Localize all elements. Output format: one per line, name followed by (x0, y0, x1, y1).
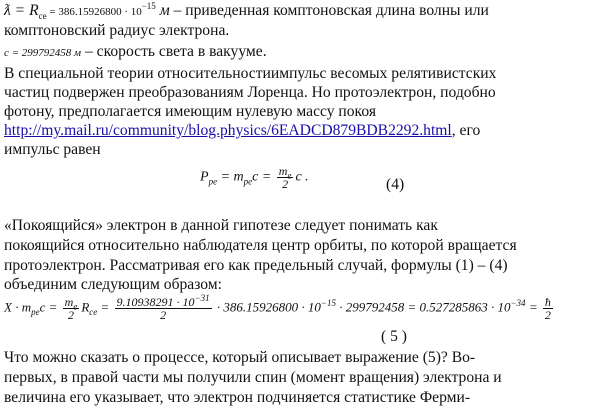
fraction-me-over-2: $\frac{m_e}{2}$ (278, 164, 292, 191)
text-line-10: покоящийся относительно наблюдателя центр орбиты, по которой вращается (4, 237, 517, 254)
text-line-14: первых, в правой части мы получили спин (момент вращения) электрона и (4, 369, 502, 386)
fraction-electron-mass-over-2: $\frac{9.10938291 \cdot 10^{-31}}{2}$ (116, 293, 210, 322)
mail-ru-blog-link[interactable]: http://my.mail.ru/community/blog.physics/6EADCD879BDB2292.html (4, 122, 452, 139)
text-line-4: В специальной теории относительностиимпульс весомых релятивистских (4, 65, 497, 82)
equation-4: $P_{pe} = m_{pe}c$ = $\frac{m_e}{2}$ c . (200, 164, 309, 191)
compton-wavelength-symbol: ƛ = R (4, 2, 39, 19)
text-line-6: фотону, предполагается имеющим нулевую массу покоя (4, 103, 376, 120)
text-line-5: частиц подвержен преобразованиям Лоренца. Но протоэлектрон, подобно (4, 84, 496, 101)
text-line-7: http://my.mail.ru/community/blog.physics/6EADCD879BDB2292.html, его (4, 122, 481, 139)
equation-5-number: ( 5 ) (381, 328, 407, 345)
speed-of-light-value: c = 299792458 м (4, 47, 82, 59)
text-line-1: ƛ = $R_{ce} = 386.15926800 \cdot 10^{-15}$ м – приведенная комптоновская длина волны или (4, 0, 489, 22)
fraction-hbar-over-2: $\frac{ħ}{2}$ (544, 295, 551, 322)
fraction-me-over-2: $\frac{m_e}{2}$ (64, 295, 78, 322)
equation-4-number: (4) (386, 176, 405, 193)
text-line-12: объединим следующим образом: (4, 276, 222, 293)
text-line-15: величина его указывает, что электрон подчиняется статистике Ферми- (4, 389, 471, 406)
text-line-13: Что можно сказать о процессе, который описывает выражение (5)? Во- (4, 349, 476, 366)
compton-value: = 386.15926800 · 10 (46, 6, 142, 18)
text-line-3: c = 299792458 м – скорость света в вакууме. (4, 43, 267, 60)
text-line-9: «Покоящийся» электрон в данной гипотезе следует понимать как (4, 217, 438, 234)
text-line-2: комптоновский радиус электрона. (4, 22, 230, 39)
text-line-8: импульс равен (4, 141, 101, 158)
text-line-11: протоэлектрон. Рассматривая его как предельный случай, формулы (1) – (4) (4, 257, 508, 274)
equation-5: $X \cdot m_{pe}c$ = $\frac{m_e}{2}$ $R_{ce}$ = $\frac{9.10938291 \cdot 10^{-31}}{2}$ · $386.15926800 \cdot 10^{-15} \cdot 299792458 = 0.527285863 \cdot 10^{-34}$ = $\frac{ħ}{2}$ (4, 293, 551, 322)
